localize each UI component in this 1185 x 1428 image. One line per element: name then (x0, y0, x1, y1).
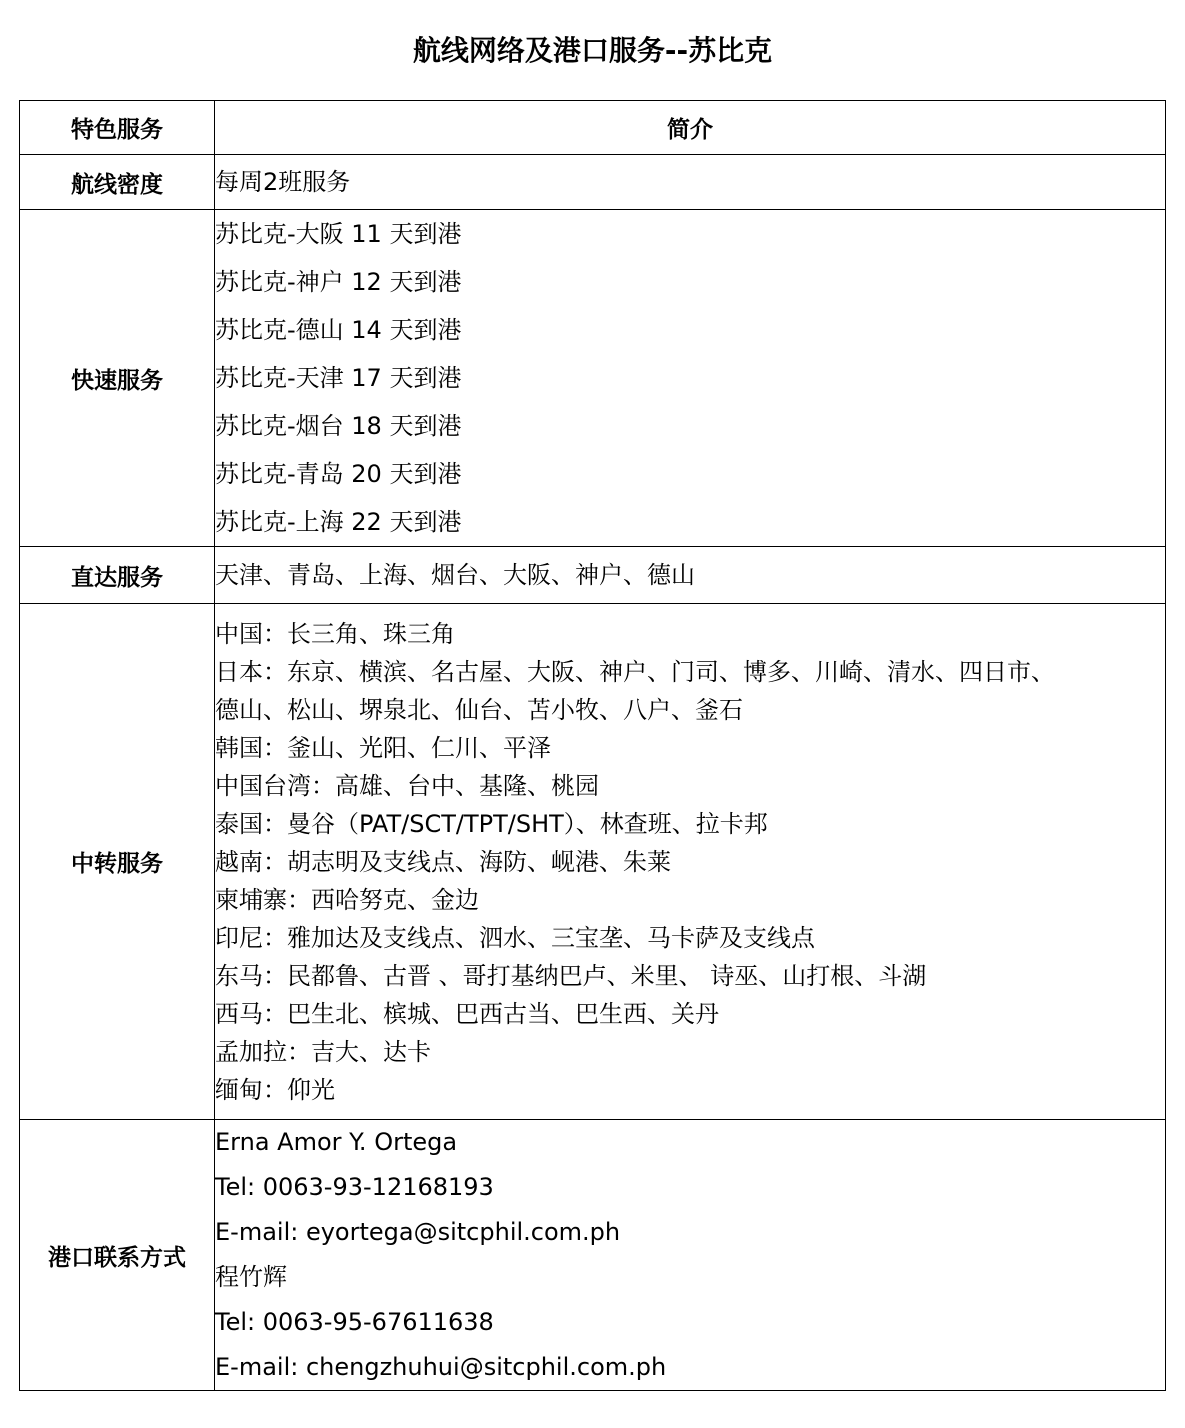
content-line: 西马：巴生北、槟城、巴西古当、巴生西、关丹 (215, 999, 719, 1028)
table-row-contact (20, 1120, 1166, 1391)
row-content (215, 1120, 1166, 1391)
contact-tel: Tel: 0063-95-67611638 (215, 1308, 494, 1336)
content-line: 缅甸：仰光 (215, 1075, 335, 1104)
contact-email-link[interactable]: E-mail: chengzhuhui@sitcphil.com.ph (215, 1353, 667, 1381)
content-line: 苏比克-神户 12 天到港 (215, 268, 462, 296)
contact-name: Erna Amor Y. Ortega (215, 1128, 458, 1156)
row-label: 港口联系方式 (20, 1120, 215, 1391)
content-line: 德山、松山、堺泉北、仙台、苫小牧、八户、釜石 (215, 695, 743, 724)
content-line: 印尼：雅加达及支线点、泗水、三宝垄、马卡萨及支线点 (215, 923, 815, 952)
table-row-transfer (20, 604, 1166, 1120)
content-line: 泰国：曼谷（PAT/SCT/TPT/SHT）、林查班、拉卡邦 (215, 809, 768, 838)
content-line: 苏比克-上海 22 天到港 (215, 508, 462, 536)
table-row-express (20, 210, 1166, 547)
contact-name: 程竹辉 (215, 1263, 287, 1291)
row-label: 中转服务 (20, 604, 215, 1120)
content-line: 中国：长三角、珠三角 (215, 619, 455, 648)
content-line: 韩国：釜山、光阳、仁川、平泽 (215, 733, 551, 762)
page-title: 航线网络及港口服务--苏比克 (412, 34, 773, 67)
row-label: 直达服务 (20, 547, 215, 604)
row-content (215, 210, 1166, 547)
row-label: 快速服务 (20, 210, 215, 547)
content-line: 孟加拉：吉大、达卡 (215, 1037, 431, 1066)
table-row-direct (20, 547, 1166, 604)
table-row-density (20, 155, 1166, 210)
content-line: 苏比克-青岛 20 天到港 (215, 460, 462, 488)
content-line: 柬埔寨：西哈努克、金边 (215, 885, 479, 914)
header-description: 简介 (215, 101, 1166, 155)
content-line: 苏比克-大阪 11 天到港 (215, 220, 462, 248)
content-line: 中国台湾：高雄、台中、基隆、桃园 (215, 771, 599, 800)
content-line: 每周2班服务 (215, 168, 351, 196)
service-table (19, 100, 1166, 1391)
row-content (215, 155, 1166, 210)
content-line: 日本：东京、横滨、名古屋、大阪、神户、门司、博多、川崎、清水、四日市、 (215, 657, 1055, 686)
content-line: 苏比克-天津 17 天到港 (215, 364, 462, 392)
content-line: 东马：民都鲁、古晋 、哥打基纳巴卢、米里、 诗巫、山打根、斗湖 (215, 961, 927, 990)
contact-email-link[interactable]: E-mail: eyortega@sitcphil.com.ph (215, 1218, 621, 1246)
table-header-row (20, 101, 1166, 155)
header-feature: 特色服务 (20, 101, 215, 155)
content-line: 苏比克-德山 14 天到港 (215, 316, 462, 344)
content-line: 苏比克-烟台 18 天到港 (215, 412, 462, 440)
row-content (215, 547, 1166, 604)
contact-tel: Tel: 0063-93-12168193 (215, 1173, 494, 1201)
row-content (215, 604, 1166, 1120)
content-line: 越南：胡志明及支线点、海防、岘港、朱莱 (215, 847, 671, 876)
row-label: 航线密度 (20, 155, 215, 210)
content-line: 天津、青岛、上海、烟台、大阪、神户、德山 (215, 561, 695, 589)
